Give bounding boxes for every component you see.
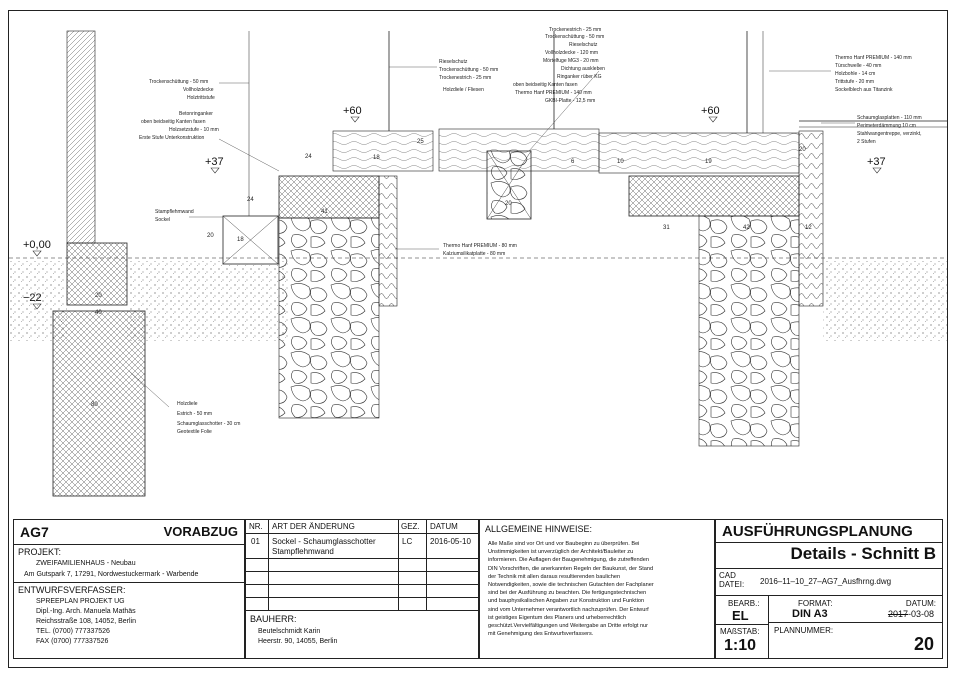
dim-12: 12 [805,225,812,231]
cad-label: CAD DATEI: [719,571,745,589]
right-floor [599,133,799,173]
svg-text:Stahlwangentreppe, verzinkt,: Stahlwangentreppe, verzinkt, [857,131,922,137]
gravel-left [127,261,289,341]
svg-text:GKBI-Platte - 12,5 mm: GKBI-Platte - 12,5 mm [545,98,596,104]
dim-31: 31 [663,225,670,231]
hinweise-block [479,519,715,659]
format-label: FORMAT: [798,599,833,608]
dim-20c: 20 [95,293,102,299]
drawing-sheet [8,10,948,668]
change-nr: 01 [251,537,260,546]
plan-info-block [715,519,943,659]
ringanker [279,176,379,218]
dim-20b: 20 [505,201,512,207]
bauherr-line: Heerstr. 90, 14055, Berlin [258,638,338,645]
cad-file: 2016–11–10_27–AG7_Ausfhrng.dwg [760,577,892,586]
verfasser-line: TEL. (0700) 777337526 [36,628,110,635]
phase-label: AUSFÜHRUNGSPLANUNG [722,523,913,540]
svg-text:Thermo Hanf PREMIUM - 140 mm: Thermo Hanf PREMIUM - 140 mm [835,55,912,61]
dim-41: 41 [321,209,328,215]
section-drawing [9,11,947,521]
datum-value: 2017-03-08 [887,609,934,619]
mid-notes [439,59,498,93]
change-art: Sockel - Schaumglasschotter [272,537,376,546]
svg-text:Trockenschüttung - 50 mm: Trockenschüttung - 50 mm [439,67,499,73]
thermo-hanf-left [379,176,397,306]
svg-text:Mörtelfuge MG3 - 20 mm: Mörtelfuge MG3 - 20 mm [543,58,599,64]
change-art-2: Stampflehmwand [272,547,334,556]
level-zero: +0,00 [23,239,51,251]
dim-20d: 20 [799,147,806,153]
hinweise-title: ALLGEMEINE HINWEISE: [485,524,593,534]
svg-text:oben beidseitig Kanten fasen: oben beidseitig Kanten fasen [513,82,578,88]
bearb-label: BEARB.: [728,599,760,608]
svg-text:Sockel: Sockel [155,217,171,223]
svg-text:Thermo Hanf PREMIUM - 140 mm: Thermo Hanf PREMIUM - 140 mm [515,90,592,96]
col-nr: NR. [249,522,263,531]
svg-text:Türschwelle - 40 mm: Türschwelle - 40 mm [835,63,882,69]
massstab-value: 1:10 [724,637,757,654]
svg-text:Perimeterdämmung 10 cm: Perimeterdämmung 10 cm [857,123,916,129]
level-plus37-right: +37 [867,156,886,168]
verfasser-line: FAX (0700) 777337526 [36,638,109,645]
svg-text:Thermo Hanf PREMIUM - 80 mm: Thermo Hanf PREMIUM - 80 mm [443,243,517,249]
svg-text:Estrich - 50 mm: Estrich - 50 mm [177,411,213,417]
thermo-notes [443,243,517,257]
stampf-notes [155,209,194,223]
svg-text:Sockelblech aus Titanzink: Sockelblech aus Titanzink [835,87,893,93]
left-notes [139,79,219,141]
perimeter-insulation [799,131,823,306]
svg-text:Vollholzdecke: Vollholzdecke [183,87,214,93]
svg-text:Schaumglasplatten - 110 mm: Schaumglasplatten - 110 mm [857,115,922,121]
verfasser-line: SPREEPLAN PROJEKT UG [36,598,125,605]
project-block [13,519,245,659]
level-plus60-left: +60 [343,105,362,117]
svg-text:Trockenestrich - 25 mm: Trockenestrich - 25 mm [439,75,492,81]
svg-text:Erste Stufe Unterkonstruktion: Erste Stufe Unterkonstruktion [139,135,205,141]
bauherr-label: BAUHERR: [250,614,297,624]
svg-text:Trockenschüttung - 50 mm: Trockenschüttung - 50 mm [545,34,605,40]
verfasser-line: Dipl.-Ing. Arch. Manuela Mathäs [36,608,136,615]
change-gez: LC [402,537,413,546]
floor-build-up-left [333,131,433,171]
svg-text:Schaumglasschotter - 30 cm: Schaumglasschotter - 30 cm [177,421,241,427]
right-ringanker [629,176,799,216]
svg-text:Holzbohle - 14 cm: Holzbohle - 14 cm [835,71,876,77]
stone-wall-right [699,216,799,446]
svg-text:Betonringanker: Betonringanker [179,111,213,117]
level-minus22: −22 [23,292,42,304]
svg-text:Holzsetzstufe - 10 mm: Holzsetzstufe - 10 mm [169,127,219,133]
massstab-label: MAßSTAB: [720,627,760,636]
right-notes [835,55,922,145]
bottom-notes [177,401,240,435]
dim-42: 42 [743,225,750,231]
svg-text:Dichtung auskleben: Dichtung auskleben [561,66,605,72]
plannummer-label: PLANNUMMER: [774,626,834,635]
svg-text:Geotextile Folie: Geotextile Folie [177,429,212,435]
col-datum: DATUM [430,522,458,531]
dim-80: 80 [91,402,98,408]
format-value: DIN A3 [792,608,828,620]
dim-19: 19 [705,159,712,165]
svg-text:Rieselschutz: Rieselschutz [569,42,598,48]
col-art: ART DER ÄNDERUNG [272,522,355,531]
dim-18: 18 [237,237,244,243]
bearb-value: EL [732,608,749,623]
sheet-title: Details - Schnitt B [790,544,936,563]
svg-text:Holzdiele / Fliesen: Holzdiele / Fliesen [443,87,484,93]
projekt-address: Am Gutspark 7, 17291, Nordwestuckermark - Warbende [24,571,199,578]
datum-label: DATUM: [905,599,936,608]
verfasser-label: ENTWURFSVERFASSER: [18,585,126,595]
dim-24: 24 [305,154,312,160]
svg-text:Ringanker rüber KG: Ringanker rüber KG [557,74,602,80]
svg-text:2 Stufen: 2 Stufen [857,139,876,145]
svg-text:Trockenschüttung - 50 mm: Trockenschüttung - 50 mm [149,79,209,85]
col-gez: GEZ. [401,522,420,531]
projekt-label: PROJEKT: [18,547,62,557]
projekt-name: ZWEIFAMILIENHAUS - Neubau [36,560,136,567]
svg-text:Stampflehmwand: Stampflehmwand [155,209,194,215]
dim-20: 20 [207,233,214,239]
hinweise-text: Alle Maße sind vor Ort und vor Baubeginn zu überprüfen. Bei Unstimmigkeiten ist unverzüglich der Architekt/Bauleiter zu informieren. Die Auflagen der Baugenehmigung, die zutreffenden DIN Vorschriften, die anerkannten Regeln der Baukunst, der Stand der Technik mit allen daraus resultierenden baulichen Notwendigkeiten, sowie die technischen Gutachten der Fachplaner sind bei der Ausführung zu beachten. Die fertigungstechnischen und bauphysikalischen Angaben zur Konstruktion und Funktion sind vom Unternehmer verantwortlich nachzuprüfen. Der Entwurf ist geistiges Eigentum des Planers und urheberrechtlich geschützt.Vervielfältigungen und Weitergabe an Dritte erfolgt nur mit Genehmigung des Entwurfsverfassers. [488,541,654,638]
dim-40: 40 [95,310,102,316]
changes-block [245,519,479,659]
plannummer-value: 20 [913,634,934,654]
center-notes [513,27,605,104]
dim-6: 6 [571,159,575,165]
stone-wall-left [279,218,379,418]
project-code: AG7 [20,524,49,540]
svg-text:Vollholzdecke - 120 mm: Vollholzdecke - 120 mm [545,50,599,56]
svg-text:Holztrittstufe: Holztrittstufe [187,95,215,101]
level-plus60-right: +60 [701,105,720,117]
svg-text:Kalziumsilikatplatte - 80 mm: Kalziumsilikatplatte - 80 mm [443,251,506,257]
svg-text:Trockenestrich - 25 mm: Trockenestrich - 25 mm [549,27,602,33]
gravel-right [823,261,947,341]
level-plus37-left: +37 [205,156,224,168]
svg-text:Rieselschutz: Rieselschutz [439,59,468,65]
lehmwand-upper [67,31,95,243]
svg-text:oben beidseitig Kanten fasen: oben beidseitig Kanten fasen [141,119,206,125]
dim-24b: 24 [247,197,254,203]
dim-25: 25 [417,139,424,145]
dim-10: 10 [617,159,624,165]
dim-18b: 18 [373,155,380,161]
change-datum: 2016-05-10 [430,537,471,546]
datum-struck: 2017 [887,609,908,619]
svg-text:Trittstufe - 20 mm: Trittstufe - 20 mm [835,79,874,85]
verfasser-line: Reichsstraße 108, 14052, Berlin [36,618,136,625]
svg-text:Holzdiele: Holzdiele [177,401,198,407]
bauherr-line: Beutelschmidt Karin [258,628,321,635]
status-label: VORABZUG [163,524,238,539]
